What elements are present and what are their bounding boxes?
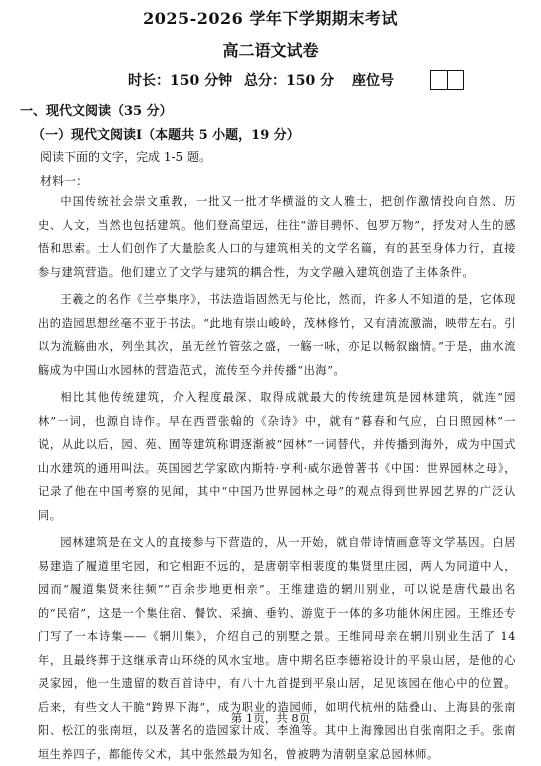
duration-text: 时长：150 分钟 [128, 73, 233, 89]
subsection-heading: （一）现代文阅读Ⅰ（本题共 5 小题，19 分） [32, 128, 300, 143]
page-footer: 第 1页，共 8页 [230, 711, 311, 725]
instruction-text: 阅读下面的文字，完成 1-5 题。 [40, 150, 211, 164]
reading-passage [38, 190, 516, 766]
seat-number-box[interactable] [430, 70, 464, 90]
seat-label: 座位号 [352, 73, 394, 89]
material-label: 材料一： [40, 174, 89, 188]
passage-paragraph-1: 中国传统社会崇文重教，一批又一批才华横溢的文人雅士，把创作激情投向自然、历史、人文，当然也包括建筑。他们登高望远，往往“游目骋怀、包罗万物”，抒发对人生的感悟和思索。士人们创作了大量脍炙人口的与建筑相关的文学名篇，有的甚至身体力行，直接参与建筑营造。他们建立了文学与建筑的耦合性，为文学融入建筑创造了主体条件。 [38, 195, 516, 279]
section-heading: 一、现代文阅读（35 分） [20, 104, 173, 119]
passage-paragraph-4: 园林建筑是在文人的直接参与下营造的，从一开始，就自带诗情画意等文学基因。白居易建造了履道里宅园，和它相距不远的，是唐朝宰相裴度的集贤里庄园，两人为同道中人，园而“履道集贤来往频”“百余步地更相亲”。王维建造的辋川别业，可以说是唐代最出名的“民宿”，这是一个集住宿、餐饮、采摘、垂钓、游览于一体的多功能休闲庄园。王维还专门写了一本诗集——《辋川集》，介绍自己的别墅之景。王维同母亲在辋川别业生活了 14 年，且最终葬于这继承青山环绕的风水宝地。唐中期名臣李德裕设计的平泉山居，是他的心灵家园，他一生遗留的数百首诗中，有八十九首提到平泉山居，足见该园在他心中的位置。后来，有些文人干脆“跨界下海”，成为职业的造园师，如明代杭州的陆叠山、上海县的张南阳、松江的张南垣，以及著名的造园家计成、李渔等。其中上海豫园出自张南阳之手。张南垣生养四子，都能传父术，其中张然最为知名，曾被聘为清朝皇家总园林师。 [38, 536, 516, 761]
exam-title: 2025-2026 学年下学期期末考试 [143, 9, 398, 28]
seat-digit-cell-2[interactable] [447, 71, 464, 89]
passage-paragraph-3: 相比其他传统建筑，介入程度最深、取得成就最大的传统建筑是园林建筑，就连“园林”一词，也源自诗作。早在西晋张翰的《杂诗》中，就有“暮春和气应，白日照园林”一说，从此以后，园、苑、囿等建筑称谓逐渐被“园林”一词替代，并传播到海外，成为中国式山水建筑的通用叫法。英国园艺学家欧内斯特·亨利·威尔逊曾著书《中国：世界园林之母》，记录了他在中国考察的见闻，其中“中国乃世界园林之母”的观点得到世界园艺界的广泛认同。 [38, 391, 516, 522]
paper-title: 高二语文试卷 [222, 41, 319, 60]
seat-digit-cell-1[interactable] [431, 71, 447, 89]
total-score-text: 总分：150 分 [244, 73, 335, 89]
exam-meta-row [0, 70, 541, 90]
passage-paragraph-2: 王羲之的名作《兰亭集序》，书法造诣固然无与伦比，然而，许多人不知道的是，它体现出的造园思想丝毫不亚于书法。“此地有崇山峻岭，茂林修竹，又有清流激湍，映带左右。引以为流觞曲水，列坐其次，虽无丝竹管弦之盛，一觞一咏，亦足以畅叙幽情。”于是，曲水流觞成为中国山水园林的营造范式，流传至今并传播“出海”。 [38, 293, 516, 377]
